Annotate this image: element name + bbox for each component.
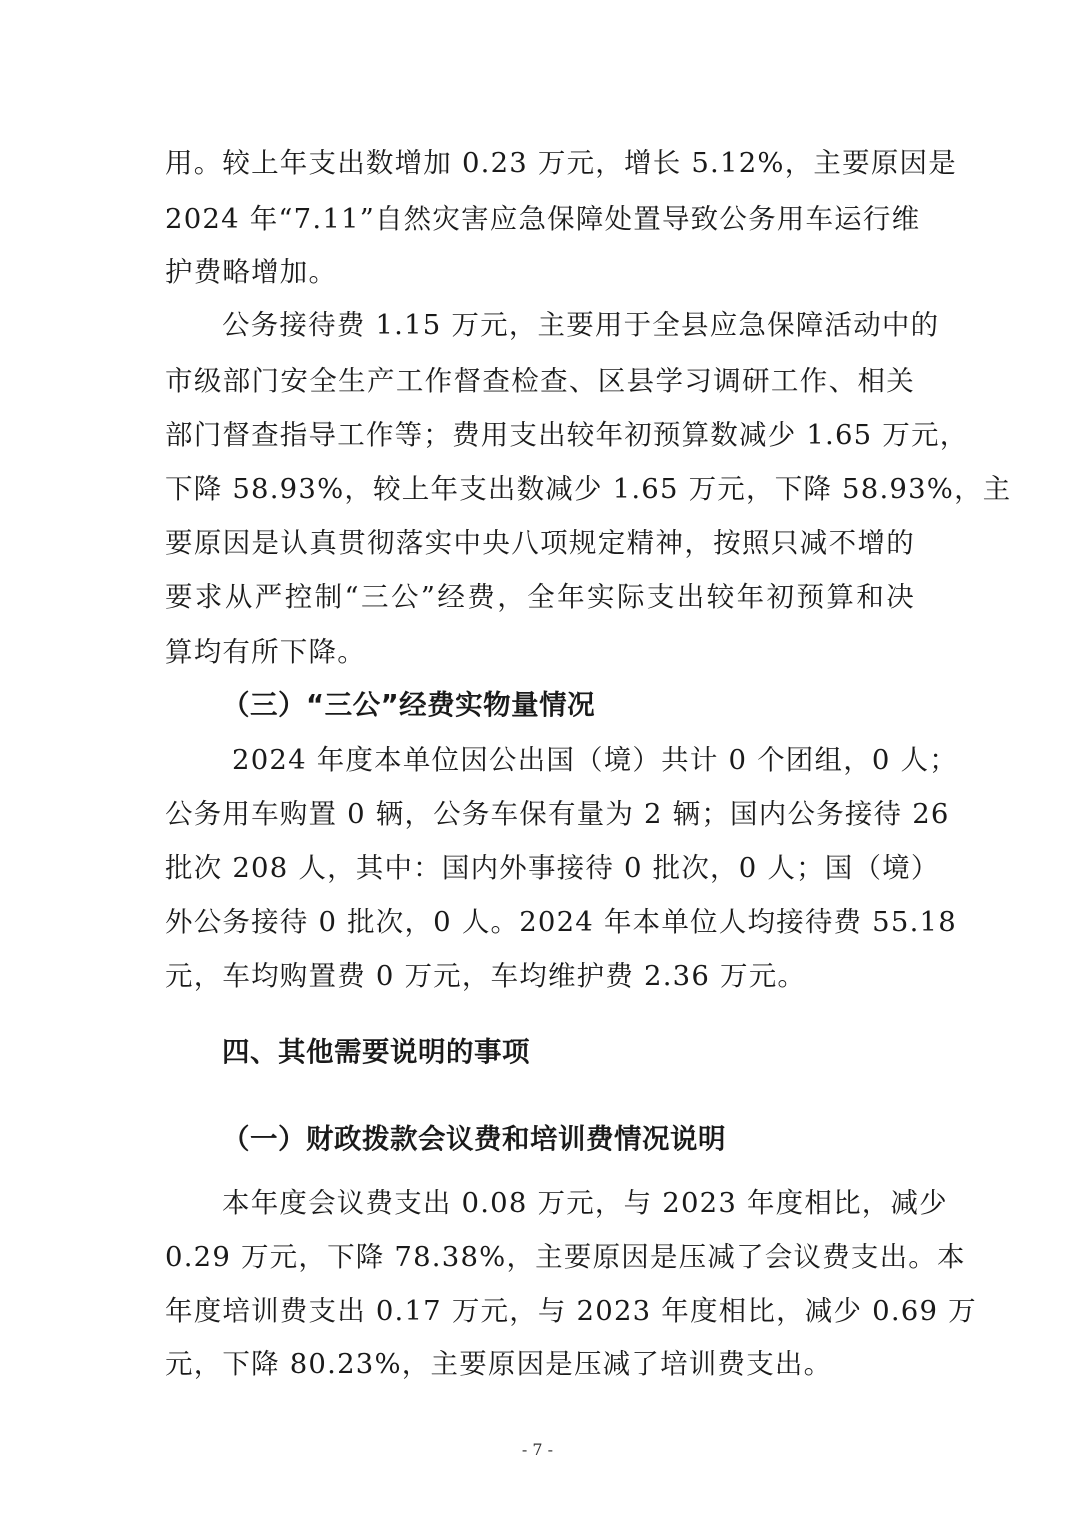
paragraph-line: 元，车均购置费 0 万元，车均维护费 2.36 万元。: [165, 960, 807, 992]
paragraph-line: 部门督查指导工作等；费用支出较年初预算数减少 1.65 万元，: [165, 419, 969, 451]
section-heading-4: 四、其他需要说明的事项: [222, 1036, 530, 1068]
paragraph-line: 批次 208 人，其中：国内外事接待 0 批次，0 人；国（境）: [165, 852, 940, 884]
paragraph-line: 本年度会议费支出 0.08 万元，与 2023 年度相比，减少: [222, 1187, 948, 1219]
paragraph-line: 元，下降 80.23%，主要原因是压减了培训费支出。: [165, 1348, 833, 1380]
subheading-1: （一）财政拨款会议费和培训费情况说明: [222, 1123, 726, 1155]
paragraph-line: 要求从严控制“三公”经费，全年实际支出较年初预算和决: [165, 581, 915, 613]
paragraph-line: 用。较上年支出数增加 0.23 万元，增长 5.12%，主要原因是: [165, 147, 957, 179]
paragraph-line: 0.29 万元，下降 78.38%，主要原因是压减了会议费支出。本: [165, 1241, 966, 1273]
subheading-3: （三）“三公”经费实物量情况: [222, 689, 596, 721]
paragraph-line: 护费略增加。: [165, 256, 338, 288]
paragraph-line: 外公务接待 0 批次，0 人。2024 年本单位人均接待费 55.18: [165, 906, 957, 938]
paragraph-line: 公务用车购置 0 辆，公务车保有量为 2 辆；国内公务接待 26: [165, 798, 950, 830]
paragraph-line: 算均有所下降。: [165, 636, 366, 668]
paragraph-line: 2024 年度本单位因公出国（境）共计 0 个团组，0 人；: [232, 744, 958, 776]
page-number: - 7 -: [521, 1440, 554, 1459]
paragraph-line: 2024 年“7.11”自然灾害应急保障处置导致公务用车运行维: [165, 203, 921, 235]
paragraph-line: 要原因是认真贯彻落实中央八项规定精神，按照只减不增的: [165, 527, 915, 559]
paragraph-line: 市级部门安全生产工作督查检查、区县学习调研工作、相关: [165, 365, 915, 397]
paragraph-line: 下降 58.93%，较上年支出数减少 1.65 万元，下降 58.93%，主: [165, 473, 1012, 505]
paragraph-line: 年度培训费支出 0.17 万元，与 2023 年度相比，减少 0.69 万: [165, 1295, 977, 1327]
paragraph-line: 公务接待费 1.15 万元，主要用于全县应急保障活动中的: [222, 309, 940, 341]
